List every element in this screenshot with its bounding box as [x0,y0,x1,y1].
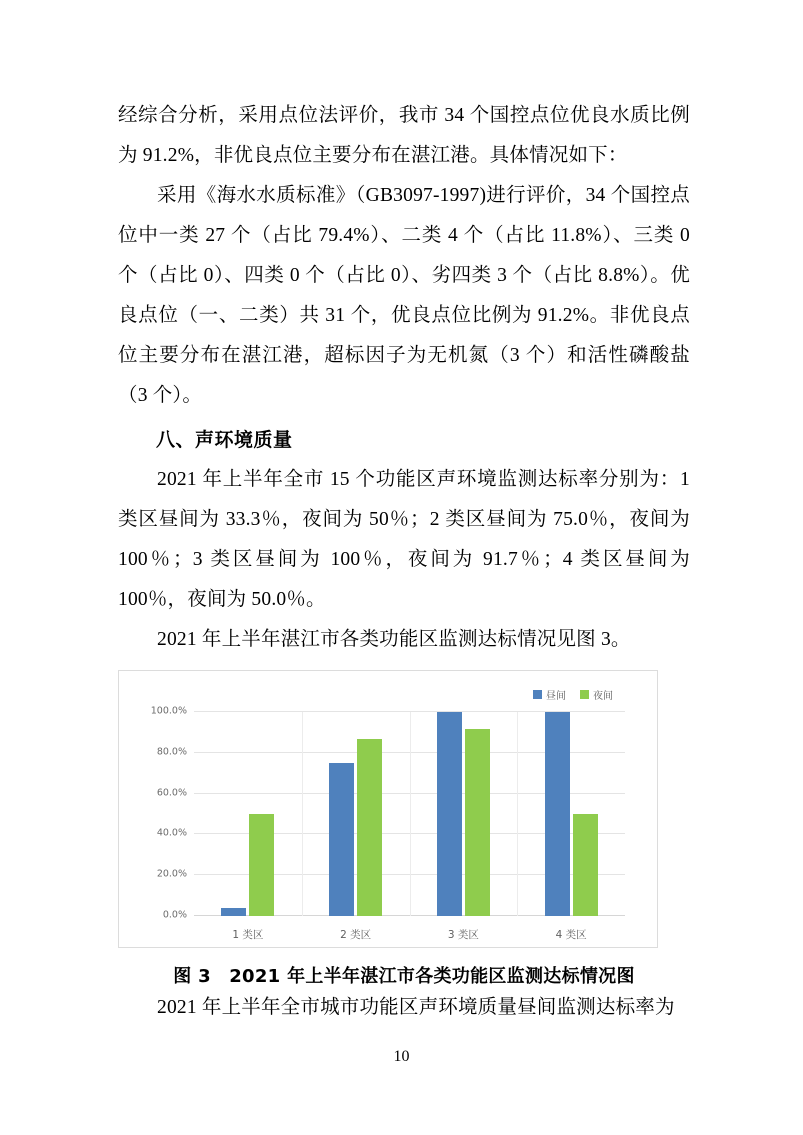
chart-category-divider [302,712,303,916]
chart-category-divider [410,712,411,916]
chart-x-axis-label: 3 类区 [447,929,479,941]
chart-bar [329,763,354,916]
legend-label-daytime: 昼间 [546,691,566,702]
chart-bar [545,712,570,916]
paragraph-marine-summary: 经综合分析，采用点位法评价，我市 34 个国控点位优良水质比例为 91.2%，非优良点位主要分布在湛江港。具体情况如下： [118,105,690,166]
chart-bar-group [302,712,410,941]
chart-y-axis-label: 100.0% [150,705,187,717]
chart-legend [533,687,613,702]
chart-x-axis-label: 1 类区 [232,929,264,941]
page-number: 10 [393,1048,410,1065]
figure-3-chart [118,670,658,948]
paragraph-marine-detail: 采用《海水水质标准》（GB3097-1997)进行评价，34 个国控点位中一类 27 个（占比 79.4%）、二类 4 个（占比 11.8%）、三类 0 个（占比 0）、四类 0 个（占比 0）、劣四类 3 个（占比 8.8%）。优良点位（一、二类）共 31 个，优良点位比例为 91.2%。非优良点位主要分布在湛江港，超标因子为无机氮（3 个）和活性磷酸盐（3 个）。 [118,185,690,406]
legend-swatch-nighttime [580,690,589,699]
section-heading-acoustic: 八、声环境质量 [156,429,293,451]
chart-bar [249,814,274,916]
chart-y-axis-label: 20.0% [156,868,187,880]
legend-item-nighttime [580,687,613,702]
chart-bar [357,739,382,916]
chart-bar [465,729,490,916]
paragraph-after-figure: 2021 年上半年全市城市功能区声环境质量昼间监测达标率为 [157,997,675,1018]
paragraph-acoustic-rates: 2021 年上半年全市 15 个功能区声环境监测达标率分别为：1 类区昼间为 33.3％，夜间为 50％；2 类区昼间为 75.0％，夜间为 100％；3 类区昼间为 100％，夜间为 91.7％；4 类区昼间为 100％，夜间为 50.0％。 [118,469,690,610]
chart-category-divider [517,712,518,916]
chart-bar [437,712,462,916]
chart-y-axis-label: 0.0% [162,909,187,921]
chart-x-axis-label: 4 类区 [555,929,587,941]
page-content [118,96,690,1028]
chart-bar-group [517,712,625,941]
legend-label-nighttime: 夜间 [593,691,613,702]
chart-y-axis-label: 80.0% [156,746,187,758]
chart-bar-groups [194,712,625,941]
chart-bar-group [410,712,518,941]
chart-x-axis-label: 2 类区 [340,929,372,941]
chart-bar-group [194,712,302,941]
chart-bar [573,814,598,916]
figure-3-caption: 图 3 2021 年上半年湛江市各类功能区监测达标情况图 [173,966,635,987]
legend-item-daytime [533,687,566,702]
paragraph-figure-reference: 2021 年上半年湛江市各类功能区监测达标情况见图 3。 [157,629,631,650]
chart-bar [221,908,246,916]
chart-plot-area [150,705,625,941]
chart-y-axis-label: 60.0% [156,787,187,799]
legend-swatch-daytime [533,690,542,699]
chart-y-axis-label: 40.0% [156,827,187,839]
